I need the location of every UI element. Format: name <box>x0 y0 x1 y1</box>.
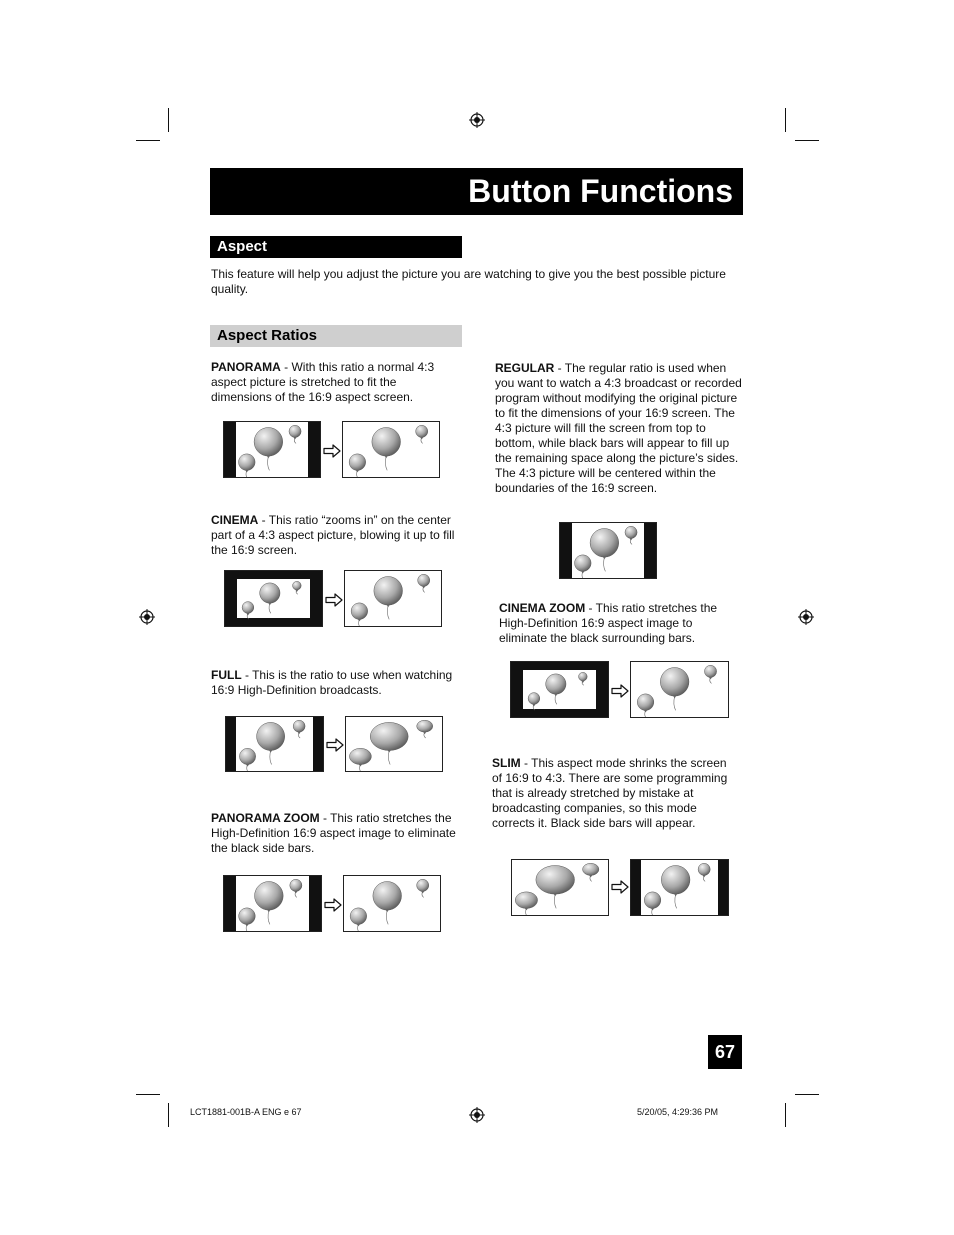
section-heading-aspect: Aspect <box>210 236 462 258</box>
balloon-icon <box>417 720 433 738</box>
crop-mark <box>795 1094 819 1095</box>
cinema-before-screen <box>224 570 323 627</box>
slim-after-screen <box>630 859 729 916</box>
balloon-icon <box>590 529 619 572</box>
black-side-bar <box>224 876 236 931</box>
mode-name: CINEMA ZOOM <box>499 601 586 615</box>
black-side-bar <box>718 860 728 915</box>
hollow-right-arrow-icon <box>611 880 629 894</box>
hollow-right-arrow-icon <box>324 898 342 912</box>
balloon-icon <box>349 454 366 477</box>
balloon-icon <box>417 879 429 897</box>
balloon-icon <box>583 863 599 881</box>
full-after-screen <box>345 716 443 772</box>
balloon-icon <box>293 720 305 738</box>
intro-text: This feature will help you adjust the picture you are watching to give you the best possible picture quality. <box>211 267 726 296</box>
balloon-icon <box>254 428 283 471</box>
balloon-icon <box>351 603 368 626</box>
cinema-zoom-before-screen <box>510 661 609 718</box>
balloon-icon <box>575 555 592 578</box>
regular-screen <box>559 522 657 579</box>
balloon-icon <box>257 722 285 764</box>
mode-desc: - This ratio stretches the High-Definition 16:9 aspect image to eliminate the black surrounding bars. <box>499 601 718 645</box>
balloon-icon <box>239 748 255 771</box>
balloon-icon <box>370 722 408 764</box>
slim-before-screen <box>511 859 609 916</box>
balloon-icon <box>661 866 690 909</box>
black-side-bar <box>631 860 641 915</box>
full-description <box>211 668 456 698</box>
balloon-icon <box>239 454 256 477</box>
mode-name: SLIM <box>492 756 521 770</box>
balloon-icon <box>255 882 284 925</box>
crop-mark <box>795 140 819 141</box>
black-side-bar <box>226 717 236 771</box>
full-before-screen <box>225 716 324 772</box>
black-side-bar <box>309 876 321 931</box>
balloon-icon <box>637 694 654 717</box>
balloon-icon <box>515 892 537 915</box>
crop-mark <box>168 108 169 132</box>
mode-name: PANORAMA ZOOM <box>211 811 320 825</box>
balloon-icon <box>416 425 428 443</box>
panorama-zoom-description <box>211 811 456 856</box>
registration-mark-icon <box>469 1107 485 1123</box>
hollow-right-arrow-icon <box>325 593 343 607</box>
mode-desc: - With this ratio a normal 4:3 aspect picture is stretched to fit the dimensions of the 16:9 aspect screen. <box>211 360 435 404</box>
black-side-bar <box>644 523 656 578</box>
black-side-bar <box>560 523 572 578</box>
mode-desc: - This ratio “zooms in” on the center part of a 4:3 aspect picture, blowing it up to fill the 16:9 screen. <box>211 513 455 557</box>
mode-name: FULL <box>211 668 242 682</box>
balloon-icon <box>239 908 256 931</box>
section-heading-aspect-ratios: Aspect Ratios <box>210 325 462 347</box>
balloon-icon <box>372 428 401 471</box>
cinema-zoom-after-screen <box>630 661 729 718</box>
crop-mark <box>136 1094 160 1095</box>
balloon-icon <box>625 526 637 544</box>
balloon-icon <box>698 863 710 881</box>
balloon-icon <box>536 866 575 909</box>
balloon-icon <box>350 908 367 931</box>
cinema-after-screen <box>344 570 442 627</box>
balloon-icon <box>704 665 716 683</box>
registration-mark-icon <box>139 609 155 625</box>
panorama-after-screen <box>342 421 440 478</box>
slim-description <box>492 756 732 831</box>
crop-mark <box>168 1103 169 1127</box>
crop-mark <box>136 140 160 141</box>
mode-desc: - The regular ratio is used when you want to watch a 4:3 broadcast or recorded program without modifying the original picture to fit the dimensions of your 16:9 screen. The 4:3 picture will fill the screen from top to bottom, while black bars will appear to fill up the remaining space along the picture’s sides. The 4:3 picture will be centered within the boundaries of the 16:9 screen. <box>495 361 742 495</box>
mode-desc: - This aspect mode shrinks the screen of 16:9 to 4:3. There are some programming that is already stretched by mistake at broadcasting companies, so this mode corrects it. Black side bars will appear. <box>492 756 728 830</box>
mode-desc: - This is the ratio to use when watching 16:9 High-Definition broadcasts. <box>211 668 453 697</box>
hollow-right-arrow-icon <box>323 444 341 458</box>
black-side-bar <box>224 422 236 477</box>
balloon-icon <box>373 882 402 925</box>
page-title: Button Functions <box>468 173 733 209</box>
mode-desc: - This ratio stretches the High-Definition 16:9 aspect image to eliminate the black side bars. <box>211 811 456 855</box>
mode-name: CINEMA <box>211 513 259 527</box>
mode-name: PANORAMA <box>211 360 281 374</box>
black-side-bar <box>308 422 320 477</box>
balloon-icon <box>660 668 689 711</box>
balloon-icon <box>374 577 403 620</box>
cinema-zoom-description <box>499 601 739 646</box>
registration-mark-icon <box>798 609 814 625</box>
panorama-zoom-before-screen <box>223 875 322 932</box>
black-side-bar <box>313 717 323 771</box>
footer-file-info: LCT1881-001B-A ENG e 67 <box>190 1107 302 1117</box>
panorama-description <box>211 360 451 405</box>
title-bar <box>210 168 743 215</box>
balloon-icon <box>289 425 301 443</box>
mode-name: REGULAR <box>495 361 555 375</box>
regular-description <box>495 361 745 496</box>
panorama-zoom-after-screen <box>343 875 441 932</box>
balloon-icon <box>644 892 661 915</box>
balloon-icon <box>418 574 430 592</box>
crop-mark <box>785 1103 786 1127</box>
page-number: 67 <box>708 1035 742 1069</box>
hollow-right-arrow-icon <box>611 684 629 698</box>
balloon-icon <box>349 748 371 771</box>
panorama-before-screen <box>223 421 321 478</box>
hollow-right-arrow-icon <box>326 738 344 752</box>
footer-timestamp: 5/20/05, 4:29:36 PM <box>637 1107 719 1117</box>
registration-mark-icon <box>469 112 485 128</box>
crop-mark <box>785 108 786 132</box>
balloon-icon <box>290 879 302 897</box>
cinema-description <box>211 513 456 558</box>
